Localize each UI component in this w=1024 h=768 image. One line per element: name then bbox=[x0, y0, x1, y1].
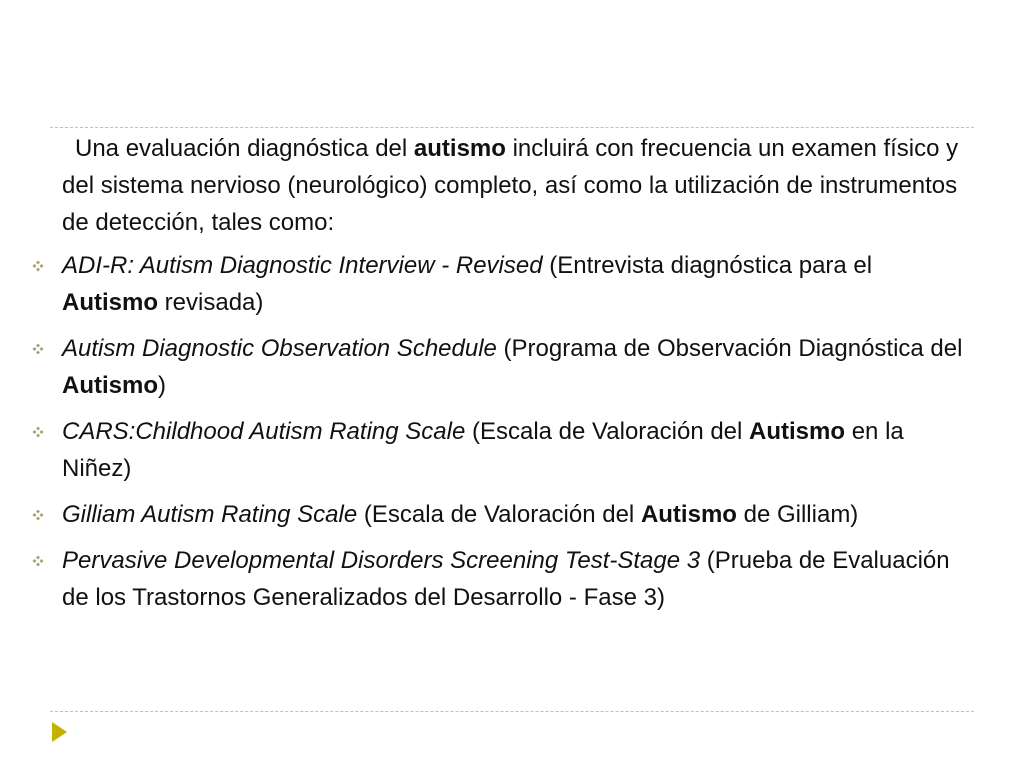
item-title: CARS:Childhood Autism Rating Scale bbox=[62, 418, 466, 445]
list-item bbox=[30, 496, 970, 533]
four-diamond-bullet-icon bbox=[32, 247, 46, 284]
list-item bbox=[30, 247, 970, 321]
bottom-divider bbox=[50, 711, 974, 712]
four-diamond-bullet-icon bbox=[32, 330, 46, 367]
intro-text-1: Una evaluación diagnóstica del bbox=[75, 135, 414, 162]
item-text-2: en la Niñez) bbox=[62, 418, 904, 482]
item-bold: Autismo bbox=[749, 418, 846, 445]
item-text-1: (Escala de Valoración del bbox=[465, 418, 750, 445]
item-text-2: de Gilliam) bbox=[736, 501, 859, 528]
list-item bbox=[30, 330, 970, 404]
item-title: ADI-R: Autism Diagnostic Interview - Revised bbox=[62, 252, 543, 279]
intro-text-2: incluirá con frecuencia un examen físico y del sistema nervioso (neurológico) completo, así como la utilización de instrumentos de detección, tales como: bbox=[62, 135, 959, 236]
item-title: Pervasive Developmental Disorders Screening Test-Stage 3 bbox=[62, 547, 701, 574]
slide-body bbox=[30, 130, 970, 625]
list-item bbox=[30, 413, 970, 487]
item-title: Gilliam Autism Rating Scale bbox=[62, 501, 358, 528]
item-text-2: ) bbox=[158, 372, 166, 399]
item-text-1: (Prueba de Evaluación de los Trastornos Generalizados del Desarrollo - Fase 3) bbox=[62, 547, 950, 611]
item-bold: Autismo bbox=[62, 372, 158, 399]
item-bold: Autismo bbox=[640, 501, 737, 528]
four-diamond-bullet-icon bbox=[32, 413, 46, 450]
four-diamond-bullet-icon bbox=[32, 496, 46, 533]
item-text-1: (Escala de Valoración del bbox=[357, 501, 641, 528]
four-diamond-bullet-icon bbox=[32, 542, 46, 579]
list-item bbox=[30, 542, 970, 616]
item-text-1: (Programa de Observación Diagnóstica del bbox=[496, 335, 963, 362]
item-text-2: revisada) bbox=[158, 289, 264, 316]
top-divider bbox=[50, 127, 974, 128]
play-triangle-icon[interactable] bbox=[52, 722, 67, 742]
instrument-list bbox=[30, 247, 970, 616]
item-text-1: (Entrevista diagnóstica para el bbox=[542, 252, 873, 279]
intro-paragraph bbox=[62, 130, 970, 241]
intro-bold: autismo bbox=[413, 135, 506, 162]
item-bold: Autismo bbox=[62, 289, 158, 316]
item-title: Autism Diagnostic Observation Schedule bbox=[62, 335, 497, 362]
